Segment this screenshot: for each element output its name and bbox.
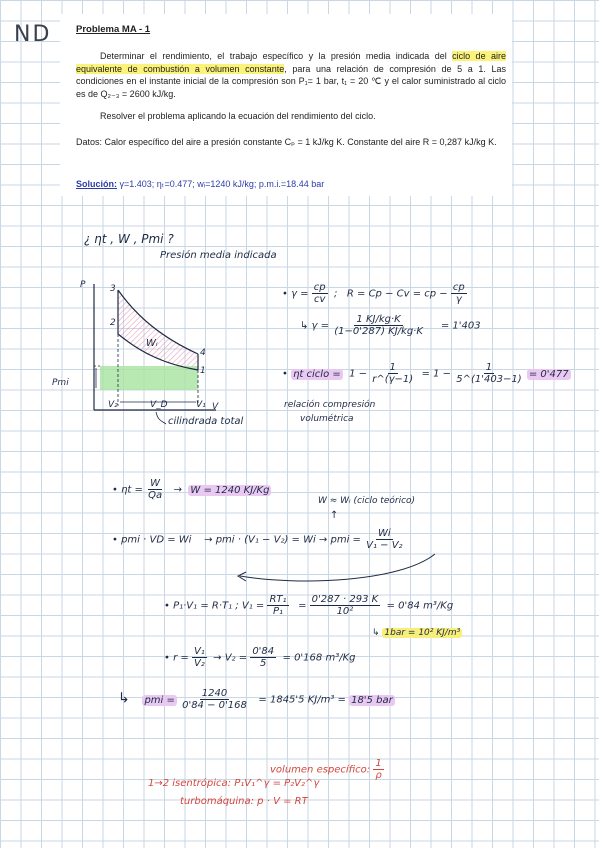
efficiency-equation: • ηt ciclo = 1 − $\frac{1}{r\^{}(\gamma-1)}$ = 1 − $\frac{1}{5\^{}(1'403-1)}$ = 0'477 bbox=[282, 362, 569, 385]
question: ¿ ηt , W , Pmi ? bbox=[84, 232, 174, 246]
work-result: W = 1240 KJ/Kg bbox=[190, 484, 270, 496]
gamma-calculation: ↳ γ = $\frac{1 KJ/kg\cdot K}{(1-0'287) KJ/kg\cdot K}$ = 1'403 bbox=[300, 314, 481, 337]
w-approx-wi: W ≈ Wᵢ (ciclo teórico) bbox=[318, 496, 416, 506]
margin-note: ND bbox=[14, 22, 52, 47]
volumetrica: volumétrica bbox=[300, 414, 354, 424]
label-p-axis: P bbox=[80, 280, 86, 290]
final-result: 18'5 bar bbox=[351, 694, 393, 706]
label-v-axis: V bbox=[212, 402, 219, 412]
solution-line bbox=[76, 178, 506, 191]
label-point-3: 3 bbox=[110, 284, 116, 294]
gamma-definition: • γ = $\frac{cp}{cv}$ ; R = Cp − Cv = cp − $\frac{cp}{\gamma}$ bbox=[282, 282, 465, 305]
problem-title: Problema MA - 1 bbox=[76, 24, 151, 35]
label-pmi: Pmi bbox=[52, 378, 69, 388]
compression-ratio-equation: • r = $\frac{\text{V₁}}{\text{V₂}}$ → V₂ = $\frac{0'84}{5}$ = 0'168 m³/Kg bbox=[164, 646, 356, 669]
red-note-isentropic: 1→2 isentrópica: P₁V₁^γ = P₂V₂^γ bbox=[148, 778, 320, 789]
label-point-4: 4 bbox=[200, 348, 206, 358]
problem-statement: Determinar el rendimiento, el trabajo específico y la presión media indicada del ciclo de aire equivalente de combustión a volumen constante, para una relación de compresión de 5 a 1. Las condiciones en el instante inicial de la compresión son P₁= 1 bar, t₁ = 20 ℃ y el calor suministrado al ciclo es de Q₂₋₃ = 2600 kJ/kg. bbox=[76, 51, 506, 99]
ideal-gas-equation: • P₁·V₁ = R·T₁ ; V₁ = $\frac{\text{RT₁}}{\text{P₁}}$ = $\frac{0'287 \cdot 293 K}{\text{10²}}$ = 0'84 m³/Kg bbox=[164, 594, 454, 617]
label-wi: Wᵢ bbox=[146, 338, 158, 349]
cil-brace bbox=[156, 412, 166, 424]
label-v1: V₁ bbox=[196, 400, 206, 410]
solution-label: Solución: bbox=[76, 179, 117, 189]
highlighted-cycle: ciclo de aire equivalente de combustión a volumen constante bbox=[76, 51, 506, 74]
label-v2: V₂ bbox=[108, 400, 118, 410]
pmi-equation: • pmi · VD = Wi → pmi · (V₁ − V₂) = Wi → pmi = $\frac{Wi}{\text{V₁ − V₂}}$ bbox=[112, 528, 403, 551]
up-arrow: ↑ bbox=[330, 510, 339, 521]
relacion-compresion: relación compresión bbox=[284, 400, 376, 410]
label-vd: V_D bbox=[150, 400, 168, 410]
curved-arrow bbox=[220, 548, 450, 588]
red-note-specific-volume: volumen específico: $\frac{1}{\rho}$ bbox=[270, 758, 382, 781]
eta-equation: • ηt = $\frac{W}{Qa}$ → W = 1240 KJ/Kg bbox=[112, 478, 270, 501]
problem-data: Datos: Calor específico del aire a presión constante Cₚ = 1 kJ/kg K. Constante del aire R = 0,287 kJ/kg K. bbox=[76, 137, 497, 147]
label-cilindrada: cilindrada total bbox=[168, 416, 244, 427]
efficiency-result: = 0'477 bbox=[528, 368, 569, 380]
label-point-2: 2 bbox=[110, 318, 116, 328]
red-note-turbomachine: turbomáquina: p · V = RT bbox=[180, 796, 308, 807]
question-subtitle: Presión media indicada bbox=[160, 250, 277, 261]
label-point-1: 1 bbox=[200, 366, 206, 376]
problem-instruction: Resolver el problema aplicando la ecuación del rendimiento del ciclo. bbox=[100, 111, 376, 121]
solution-values: γ=1.403; ηₜ=0.477; wᵢ=1240 kJ/kg; p.m.i.=18.44 bar bbox=[117, 179, 325, 189]
pmi-rectangle bbox=[100, 366, 198, 390]
final-pmi-equation: ↳ pmi = $\frac{1240}{0'84 - 0'168}$ = 1845'5 KJ/m³ = 18'5 bar bbox=[118, 688, 393, 711]
unit-conversion: ↳ 1bar = 10² KJ/m³ bbox=[372, 628, 461, 638]
problem-card bbox=[60, 14, 512, 196]
